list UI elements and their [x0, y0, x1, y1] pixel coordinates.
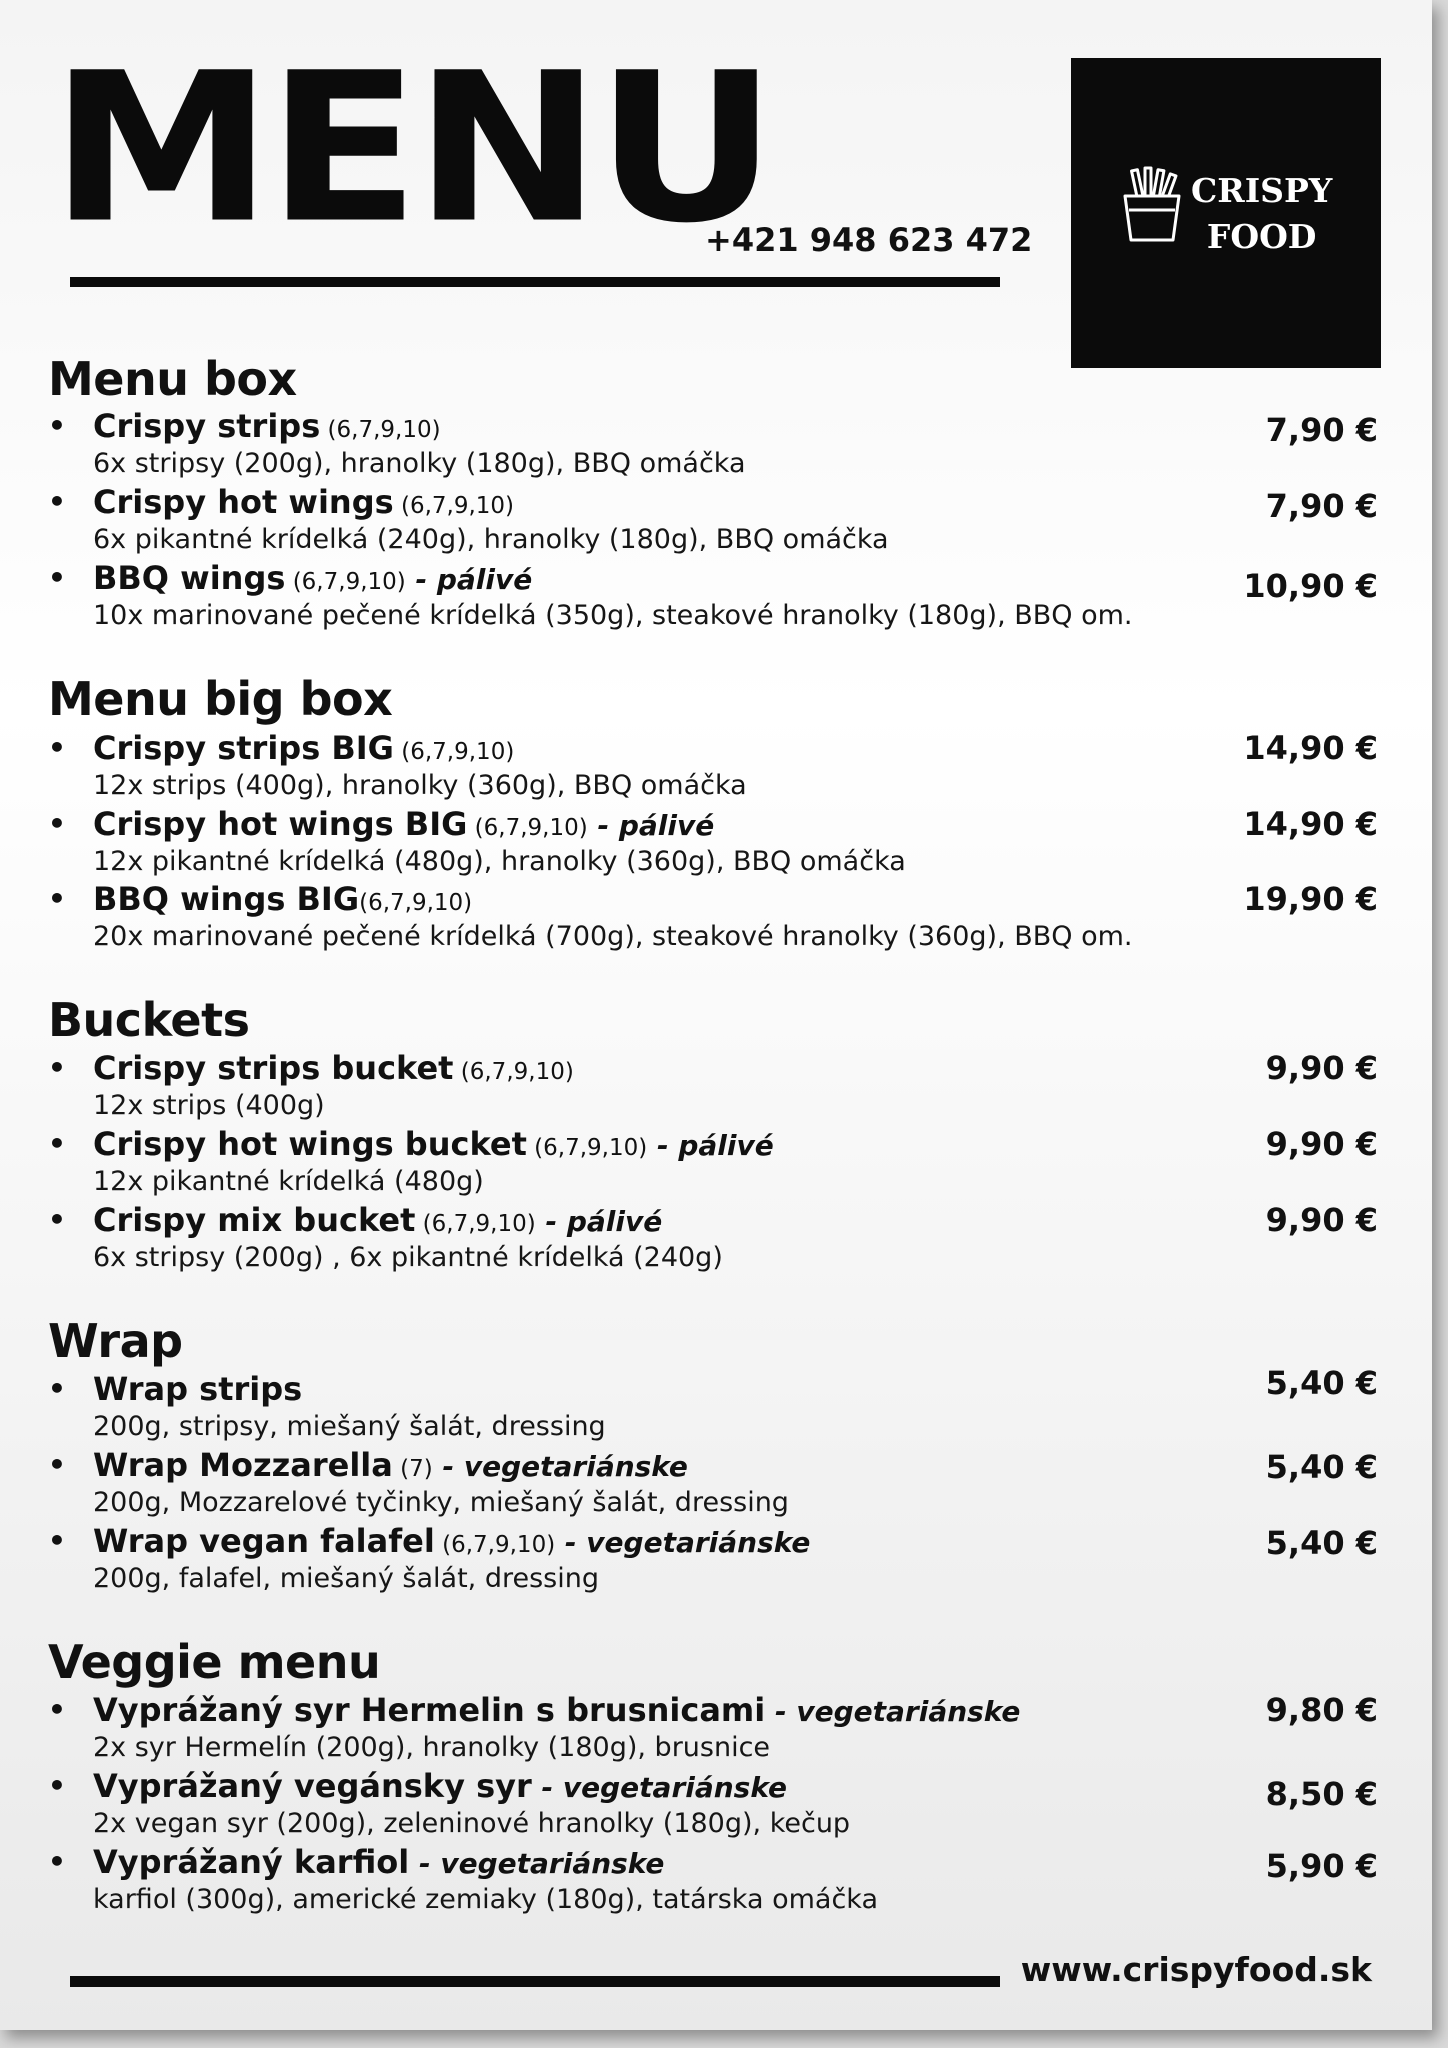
item-tag: - pálivé [587, 809, 715, 842]
section-title-wrap: Wrap [48, 1314, 183, 1368]
item-tag: - pálivé [647, 1129, 774, 1162]
item-name: Crispy strips (6,7,9,10) [93, 407, 441, 445]
item-description: 200g, Mozzarelové tyčinky, miešaný šalát, dressing [93, 1487, 789, 1518]
website-link[interactable]: www.crispyfood.sk [1020, 1950, 1372, 1989]
item-price: 7,90 € [1265, 487, 1378, 525]
item-description: karfiol (300g), americké zemiaky (180g), tatárska omáčka [93, 1884, 879, 1915]
item-allergens: (6,7,9,10) [467, 815, 588, 841]
item-tag: - vegetariánske [531, 1771, 787, 1804]
menu-item [48, 1048, 1378, 1124]
item-name: Wrap vegan falafel (6,7,9,10) - vegetariánske [93, 1522, 811, 1560]
item-price: 5,40 € [1265, 1448, 1378, 1486]
menu-item [48, 1445, 1378, 1521]
item-allergens: (6,7,9,10) [434, 1532, 556, 1558]
item-tag: - vegetariánske [432, 1450, 688, 1483]
item-name: BBQ wings (6,7,9,10) - pálivé [93, 559, 533, 597]
bullet: • [48, 807, 66, 840]
item-description: 12x pikantné krídelká (480g), hranolky (360g), BBQ omáčka [93, 846, 906, 877]
section-title-veggie-menu: Veggie menu [48, 1635, 381, 1689]
bullet: • [48, 561, 66, 594]
menu-item [48, 728, 1378, 804]
item-allergens: (6,7,9,10) [393, 739, 515, 765]
item-tag: - vegetariánske [409, 1847, 665, 1880]
item-allergens: (7) [392, 1456, 433, 1482]
menu-item [48, 1690, 1378, 1766]
bullet: • [48, 882, 66, 915]
item-description: 2x syr Hermelín (200g), hranolky (180g), brusnice [93, 1732, 771, 1763]
item-allergens: (6,7,9,10) [320, 417, 441, 443]
item-price: 19,90 € [1243, 880, 1378, 918]
item-description: 6x pikantné krídelká (240g), hranolky (180g), BBQ omáčka [93, 524, 889, 555]
bullet: • [48, 1203, 66, 1236]
item-description: 2x vegan syr (200g), zeleninové hranolky (180g), kečup [93, 1808, 851, 1839]
item-allergens: (6,7,9,10) [393, 493, 515, 519]
item-name: Crispy strips BIG (6,7,9,10) [93, 729, 515, 767]
bullet: • [48, 1769, 66, 1802]
item-description: 12x pikantné krídelká (480g) [93, 1166, 484, 1197]
menu-item [48, 1124, 1378, 1200]
item-name: Crispy mix bucket (6,7,9,10) - pálivé [93, 1201, 663, 1239]
menu-title: MENU [50, 28, 772, 269]
item-price: 9,90 € [1265, 1201, 1378, 1239]
item-name: Vyprážaný syr Hermelin s brusnicami - vegetariánske [93, 1691, 1021, 1729]
bullet: • [48, 485, 66, 518]
item-name: Vyprážaný karfiol - vegetariánske [93, 1843, 665, 1881]
crispy-food-logo [1071, 58, 1381, 368]
bullet: • [48, 1845, 66, 1878]
item-tag: - vegetariánske [765, 1695, 1021, 1728]
logo-line-2: FOOD [1206, 217, 1317, 256]
bullet: • [48, 1051, 66, 1084]
bottom-divider [70, 1976, 1000, 1987]
menu-item [48, 482, 1378, 558]
section-title-buckets: Buckets [48, 993, 250, 1047]
menu-item [48, 879, 1378, 955]
bullet: • [48, 1372, 66, 1405]
item-name: Crispy hot wings BIG (6,7,9,10) - pálivé [93, 805, 715, 843]
item-description: 6x stripsy (200g), hranolky (180g), BBQ omáčka [93, 448, 746, 479]
bullet: • [48, 1448, 66, 1481]
menu-item [48, 558, 1378, 634]
item-price: 14,90 € [1243, 805, 1378, 843]
menu-item [48, 804, 1378, 880]
menu-item [48, 406, 1378, 482]
menu-item [48, 1766, 1378, 1842]
item-description: 200g, stripsy, miešaný šalát, dressing [93, 1411, 606, 1442]
menu-item [48, 1842, 1378, 1918]
item-name: Crispy strips bucket (6,7,9,10) [93, 1049, 574, 1087]
section-title-menu-box: Menu box [48, 352, 297, 406]
bullet: • [48, 409, 66, 442]
logo-wordmark [1191, 168, 1332, 260]
item-price: 8,50 € [1265, 1775, 1378, 1813]
item-name: Crispy hot wings (6,7,9,10) [93, 483, 515, 521]
item-description: 6x stripsy (200g) , 6x pikantné krídelká (240g) [93, 1242, 723, 1273]
item-price: 5,90 € [1265, 1847, 1378, 1885]
menu-item [48, 1364, 1378, 1445]
item-name: Wrap Mozzarella (7) - vegetariánske [93, 1446, 688, 1484]
item-price: 9,90 € [1265, 1125, 1378, 1163]
item-description: 200g, falafel, miešaný šalát, dressing [93, 1563, 599, 1594]
item-allergens: (6,7,9,10) [526, 1135, 648, 1161]
item-name: Crispy hot wings bucket (6,7,9,10) - pálivé [93, 1125, 774, 1163]
item-name: BBQ wings BIG(6,7,9,10) [93, 880, 473, 918]
bullet: • [48, 731, 66, 764]
section-title-menu-big-box: Menu big box [48, 672, 393, 726]
bullet: • [48, 1693, 66, 1726]
item-price: 5,40 € [1265, 1524, 1378, 1562]
item-price: 10,90 € [1243, 567, 1378, 605]
item-allergens: (6,7,9,10) [359, 890, 473, 916]
phone-number: +421 948 623 472 [705, 221, 1033, 259]
menu-item [48, 1521, 1378, 1597]
item-price: 9,80 € [1265, 1691, 1378, 1729]
item-description: 12x strips (400g) [93, 1090, 325, 1121]
menu-item [48, 1200, 1378, 1276]
item-allergens: (6,7,9,10) [415, 1211, 536, 1237]
item-allergens: (6,7,9,10) [453, 1059, 574, 1085]
item-price: 9,90 € [1265, 1049, 1378, 1087]
bullet: • [48, 1524, 66, 1557]
bullet: • [48, 1127, 66, 1160]
item-name: Vyprážaný vegánsky syr - vegetariánske [93, 1767, 787, 1805]
item-tag: - pálivé [535, 1205, 663, 1238]
top-divider [70, 277, 1000, 287]
item-tag: - vegetariánske [555, 1526, 811, 1559]
fries-icon [1121, 166, 1183, 242]
logo-line-1: CRISPY [1191, 171, 1333, 210]
item-price: 7,90 € [1265, 411, 1378, 449]
item-description: 20x marinované pečené krídelká (700g), steakové hranolky (360g), BBQ om. [93, 921, 1133, 952]
item-name: Wrap strips [93, 1370, 303, 1408]
item-allergens: (6,7,9,10) [285, 569, 406, 595]
item-tag: - pálivé [405, 563, 533, 596]
item-price: 14,90 € [1243, 729, 1378, 767]
item-description: 10x marinované pečené krídelká (350g), steakové hranolky (180g), BBQ om. [93, 600, 1133, 631]
item-price: 5,40 € [1265, 1364, 1378, 1402]
item-description: 12x strips (400g), hranolky (360g), BBQ omáčka [93, 770, 747, 801]
